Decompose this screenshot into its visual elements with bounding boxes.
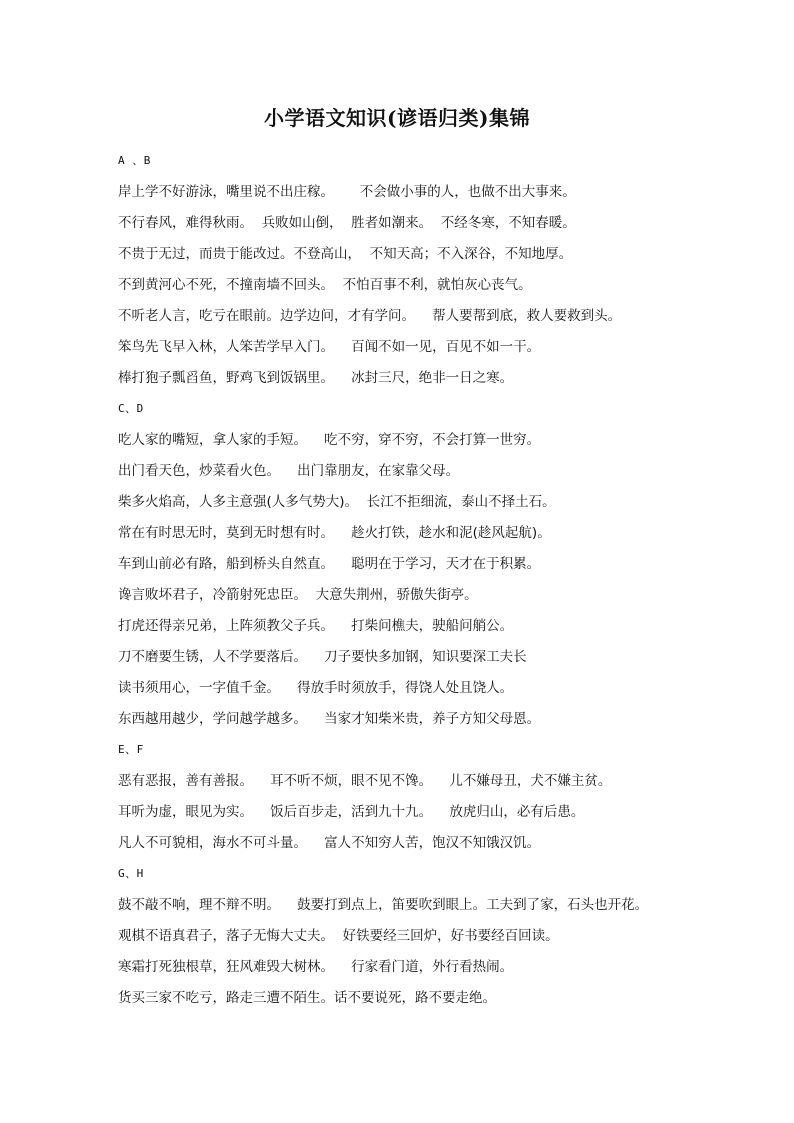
proverb-line: 常在有时思无时，莫到无时想有时。 趁火打铁，趁水和泥(趁风起航)。 — [118, 525, 551, 541]
section-heading-ef: E、F — [118, 743, 144, 756]
document-title: 小学语文知识(谚语归类)集锦 — [264, 106, 530, 130]
proverb-line: 笨鸟先飞早入林，人笨苦学早入门。 百闻不如一见，百见不如一干。 — [118, 339, 541, 355]
proverb-line: 不到黄河心不死，不撞南墙不回头。 不怕百事不利，就怕灰心丧气。 — [118, 277, 532, 293]
section-heading-gh: G、H — [118, 867, 144, 880]
proverb-line: 鼓不敲不响，理不辩不明。 鼓要打到点上，笛要吹到眼上。工夫到了家，石头也开花。 — [118, 897, 649, 913]
proverb-line: 打虎还得亲兄弟，上阵须教父子兵。 打柴问樵夫，驶船问艄公。 — [118, 618, 514, 634]
proverb-line: 读书须用心，一字值千金。 得放手时须放手，得饶人处且饶人。 — [118, 680, 514, 696]
section-heading-ab: A 、B — [118, 154, 151, 167]
proverb-line: 不行春风，难得秋雨。 兵败如山倒， 胜者如潮来。 不经冬寒，不知春暖。 — [118, 215, 576, 231]
proverb-line: 凡人不可貌相，海水不可斗量。 富人不知穷人苦，饱汉不知饿汉饥。 — [118, 835, 541, 851]
proverb-line: 东西越用越少，学问越学越多。 当家才知柴米贵，养子方知父母恩。 — [118, 711, 541, 727]
proverb-line: 恶有恶报，善有善报。 耳不听不烦，眼不见不馋。 儿不嫌母丑，犬不嫌主贫。 — [118, 773, 612, 789]
proverb-line: 车到山前必有路，船到桥头自然直。 聪明在于学习，天才在于积累。 — [118, 556, 541, 572]
proverb-line: 柴多火焰高，人多主意强(人多气势大)。 长江不拒细流，泰山不择土石。 — [118, 494, 556, 510]
proverb-line: 吃人家的嘴短，拿人家的手短。 吃不穷，穿不穷，不会打算一世穷。 — [118, 432, 541, 448]
proverb-line: 刀不磨要生锈，人不学要落后。 刀子要快多加钢，知识要深工夫长 — [118, 649, 527, 665]
proverb-line: 出门看天色，炒菜看火色。 出门靠朋友，在家靠父母。 — [118, 463, 460, 479]
proverb-line: 耳听为虚，眼见为实。 饭后百步走，活到九十九。 放虎归山，必有后患。 — [118, 804, 585, 820]
proverb-line: 不贵于无过，而贵于能改过。不登高山， 不知天高；不入深谷，不知地厚。 — [118, 246, 573, 262]
proverb-line: 棒打狍子瓢舀鱼，野鸡飞到饭锅里。 冰封三尺，绝非一日之寒。 — [118, 370, 514, 386]
proverb-line: 不听老人言，吃亏在眼前。边学边问，才有学问。 帮人要帮到底，救人要救到头。 — [118, 308, 622, 324]
section-heading-cd: C、D — [118, 402, 144, 415]
proverb-list — [118, 146, 738, 1014]
proverb-line: 谗言败坏君子，冷箭射死忠臣。 大意失荆州，骄傲失街亭。 — [118, 587, 478, 603]
proverb-line: 货买三家不吃亏，路走三遭不陌生。话不要说死，路不要走绝。 — [118, 990, 496, 1006]
proverb-line: 寒霜打死独根草，狂风难毁大树林。 行家看门道，外行看热闹。 — [118, 959, 514, 975]
proverb-line: 观棋不语真君子，落子无悔大丈夫。 好铁要经三回炉，好书要经百回读。 — [118, 928, 559, 944]
proverb-line: 岸上学不好游泳，嘴里说不出庄稼。 不会做小事的人，也做不出大事来。 — [118, 184, 576, 200]
